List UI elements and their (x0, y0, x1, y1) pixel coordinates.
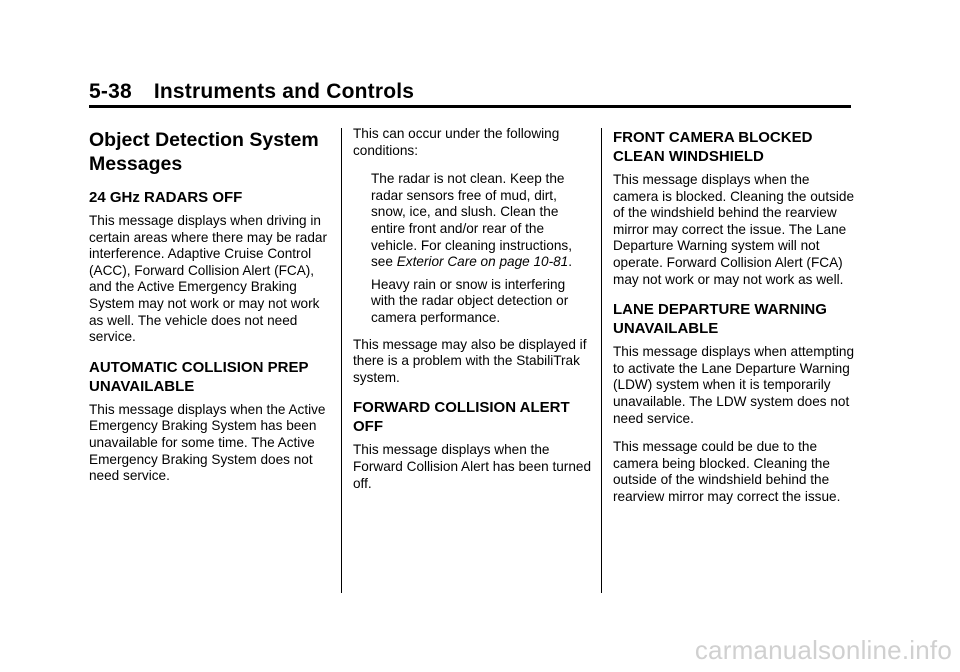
section-heading: FORWARD COLLISION ALERT OFF (353, 399, 570, 436)
column-divider (601, 128, 602, 593)
section-body: This message displays when the Forward Collision Alert has been turned off. (353, 442, 592, 491)
cross-reference-link[interactable]: Exterior Care on page 10-81 (396, 254, 569, 270)
watermark: carmanualsonline.info (694, 635, 952, 665)
section-body: This message displays when the camera is blocked. Cleaning the outside of the windshield behind the rearview mirror may correct the issue. The Lane Departure Warning system will not operate. Forward Collision Alert (FCA) may not work or may not work as well. (613, 172, 855, 287)
column-divider (341, 128, 342, 593)
section-body: This message displays when driving in certain areas where there may be radar interference. Adaptive Cruise Control (ACC), Forward Collision Alert (FCA), and the Active Emergency Braking System may not work or may not work as well. The vehicle does not need service. (89, 213, 328, 345)
right-column (613, 128, 858, 518)
section-body: This message displays when the Active Emergency Braking System has been unavailable for some time. The Active Emergency Braking System does not need service. (89, 401, 326, 484)
list-item (353, 171, 593, 271)
intro-text: This can occur under the following conditions: (353, 126, 560, 158)
section-heading: FRONT CAMERA BLOCKED CLEAN WINDSHIELD (613, 129, 813, 165)
section-heading: AUTOMATIC COLLISION PREP UNAVAILABLE (89, 358, 309, 395)
section-title: Instruments and Controls (153, 80, 415, 103)
page-title: Object Detection System Messages (89, 129, 319, 175)
list-item-punct: . (568, 254, 573, 270)
section-heading: 24 GHz RADARS OFF (89, 189, 243, 206)
list-item-text: Heavy rain or snow is interfering with the radar object detection or camera performance. (371, 276, 569, 325)
list-item (353, 277, 593, 327)
left-column (89, 128, 334, 497)
paragraph: This message may also be displayed if there is a problem with the StabiliTrak system. (353, 336, 587, 385)
section-body: This message could be due to the camera being blocked. Cleaning the outside of the windshield behind the rearview mirror may correct the issue. (613, 439, 841, 504)
section-body: This message displays when attempting to activate the Lane Departure Warning (LDW) system when it is temporarily unavailable. The LDW system does not need service. (613, 344, 855, 426)
page-number: 5-38 (89, 80, 132, 103)
page-header (89, 80, 414, 104)
section-heading: LANE DEPARTURE WARNING UNAVAILABLE (613, 301, 827, 338)
middle-column (353, 126, 593, 504)
header-rule (89, 105, 851, 108)
list-item-text: The radar is not clean. Keep the radar sensors free of mud, dirt, snow, ice, and slush. Clean the entire front and/or rear of the vehicle. For cleaning instructions, see (371, 171, 572, 270)
conditions-list (353, 171, 593, 326)
